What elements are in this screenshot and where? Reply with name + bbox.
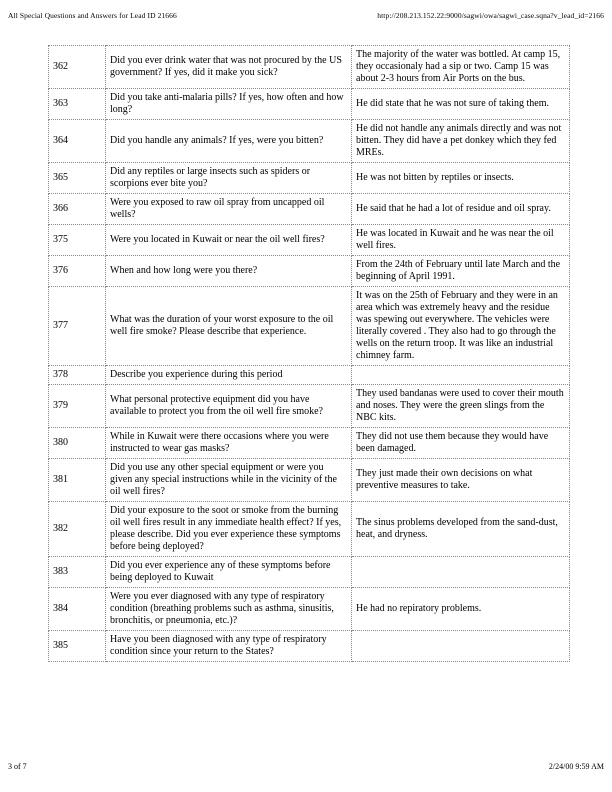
qa-table-row xyxy=(49,588,570,631)
answer-text: They did not use them because they would have been damaged. xyxy=(352,428,570,459)
question-number: 364 xyxy=(49,120,106,163)
question-text: Did you ever experience any of these symptoms before being deployed to Kuwait xyxy=(106,557,352,588)
qa-table-row xyxy=(49,557,570,588)
qa-table-row xyxy=(49,366,570,385)
qa-table-row xyxy=(49,459,570,502)
answer-text: He was located in Kuwait and he was near the oil well fires. xyxy=(352,225,570,256)
answer-text xyxy=(352,366,570,385)
question-text: Did your exposure to the soot or smoke from the burning oil well fires result in any immediate health effect? If yes, please describe. Did you ever experience these symptoms before being deployed? xyxy=(106,502,352,557)
footer-page-number: 3 of 7 xyxy=(8,762,27,771)
question-text: Describe you experience during this period xyxy=(106,366,352,385)
question-number: 380 xyxy=(49,428,106,459)
qa-table-row xyxy=(49,46,570,89)
header-url: http://208.213.152.22:9000/sagwi/owa/sagwi_case.sqna?v_lead_id=2166 xyxy=(377,11,604,20)
question-text: Did you take anti-malaria pills? If yes, how often and how long? xyxy=(106,89,352,120)
answer-text: From the 24th of February until late March and the beginning of April 1991. xyxy=(352,256,570,287)
qa-table xyxy=(48,45,570,662)
qa-table-row xyxy=(49,256,570,287)
question-text: While in Kuwait were there occasions where you were instructed to wear gas masks? xyxy=(106,428,352,459)
page-header xyxy=(8,11,604,20)
qa-table-row xyxy=(49,120,570,163)
page-footer xyxy=(8,762,604,771)
question-number: 384 xyxy=(49,588,106,631)
footer-timestamp: 2/24/00 9:59 AM xyxy=(548,762,604,771)
qa-table-body xyxy=(49,46,570,662)
question-number: 365 xyxy=(49,163,106,194)
qa-table-row xyxy=(49,385,570,428)
question-number: 383 xyxy=(49,557,106,588)
answer-text: He said that he had a lot of residue and oil spray. xyxy=(352,194,570,225)
question-text: When and how long were you there? xyxy=(106,256,352,287)
question-text: Did you use any other special equipment or were you given any special instructions while in the vicinity of the oil well fires? xyxy=(106,459,352,502)
question-text: Did any reptiles or large insects such as spiders or scorpions ever bite you? xyxy=(106,163,352,194)
answer-text: He did state that he was not sure of taking them. xyxy=(352,89,570,120)
question-text: Were you located in Kuwait or near the oil well fires? xyxy=(106,225,352,256)
question-number: 362 xyxy=(49,46,106,89)
question-text: Did you ever drink water that was not procured by the US government? If yes, did it make you sick? xyxy=(106,46,352,89)
question-text: What was the duration of your worst exposure to the oil well fire smoke? Please describe that experience. xyxy=(106,287,352,366)
answer-text: They used bandanas were used to cover their mouth and noses. They were the green slings from the NBC kits. xyxy=(352,385,570,428)
question-number: 377 xyxy=(49,287,106,366)
question-number: 375 xyxy=(49,225,106,256)
question-text: Were you exposed to raw oil spray from uncapped oil wells? xyxy=(106,194,352,225)
qa-table-row xyxy=(49,194,570,225)
qa-table-row xyxy=(49,631,570,662)
answer-text: He did not handle any animals directly and was not bitten. They did have a pet donkey which they fed MREs. xyxy=(352,120,570,163)
question-text: What personal protective equipment did you have available to protect you from the oil well fire smoke? xyxy=(106,385,352,428)
question-text: Were you ever diagnosed with any type of respiratory condition (breathing problems such as asthma, sinusitis, bronchitis, or pneumonia, etc.)? xyxy=(106,588,352,631)
question-number: 378 xyxy=(49,366,106,385)
answer-text: They just made their own decisions on what preventive measures to take. xyxy=(352,459,570,502)
question-text: Have you been diagnosed with any type of respiratory condition since your return to the States? xyxy=(106,631,352,662)
qa-table-row xyxy=(49,163,570,194)
qa-table-row xyxy=(49,287,570,366)
header-title: All Special Questions and Answers for Lead ID 21666 xyxy=(8,11,177,20)
qa-table-row xyxy=(49,225,570,256)
question-text: Did you handle any animals? If yes, were you bitten? xyxy=(106,120,352,163)
question-number: 379 xyxy=(49,385,106,428)
answer-text xyxy=(352,557,570,588)
qa-table-row xyxy=(49,428,570,459)
answer-text: The sinus problems developed from the sand-dust, heat, and dryness. xyxy=(352,502,570,557)
answer-text xyxy=(352,631,570,662)
question-number: 381 xyxy=(49,459,106,502)
answer-text: He was not bitten by reptiles or insects. xyxy=(352,163,570,194)
answer-text: It was on the 25th of February and they were in an area which was extremely heavy and the residue was spewing out everywhere. The vehicles were literally covered . They also had to go through the wells on the return troop. It was like an industrial chimney farm. xyxy=(352,287,570,366)
question-number: 385 xyxy=(49,631,106,662)
question-number: 382 xyxy=(49,502,106,557)
answer-text: He had no repiratory problems. xyxy=(352,588,570,631)
question-number: 363 xyxy=(49,89,106,120)
qa-table-row xyxy=(49,502,570,557)
qa-table-row xyxy=(49,89,570,120)
question-number: 376 xyxy=(49,256,106,287)
answer-text: The majority of the water was bottled. At camp 15, they occasionaly had a sip or two. Camp 15 was about 2-3 hours from Air Ports on the bus. xyxy=(352,46,570,89)
question-number: 366 xyxy=(49,194,106,225)
